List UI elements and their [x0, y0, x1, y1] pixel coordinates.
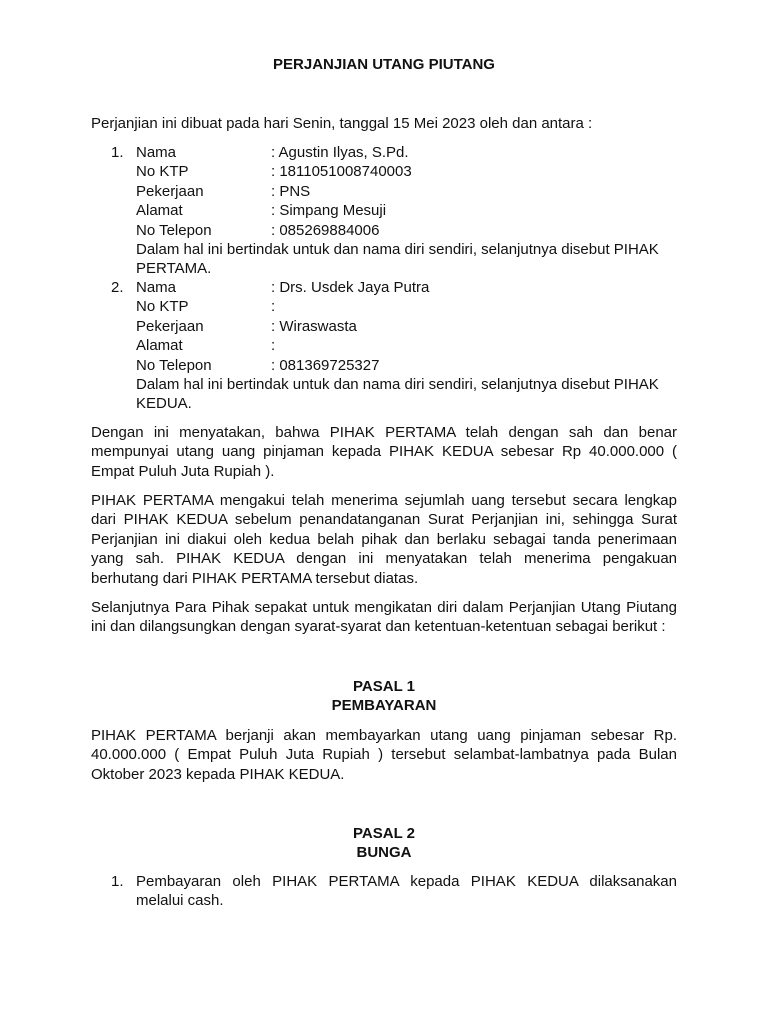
field-label: Pekerjaan [136, 182, 204, 200]
field-row-nama [136, 143, 677, 162]
field-label: Nama [136, 144, 177, 161]
field-value: : Agustin Ilyas, S.Pd. [271, 144, 409, 161]
field-row-ktp [136, 162, 677, 181]
field-label: No Telepon [136, 356, 212, 374]
pasal-1-name: PEMBAYARAN [331, 697, 437, 714]
pasal-2-number: PASAL 2 [353, 825, 415, 842]
item-text: Pembayaran oleh PIHAK PERTAMA kepada PIHAK KEDUA dilaksanakan melalui cash. [136, 873, 677, 910]
party-statement: Dalam hal ini bertindak untuk dan nama diri sendiri, selanjutnya disebut PIHAK PERTAMA. [136, 240, 659, 278]
field-value: : [271, 337, 276, 355]
field-row-telepon [136, 221, 677, 240]
field-row-alamat [136, 201, 677, 220]
field-row-pekerjaan [136, 317, 677, 336]
field-row-pekerjaan [136, 182, 677, 201]
field-label: Alamat [136, 202, 183, 220]
field-value: : Drs. Usdek Jaya Putra [271, 279, 430, 296]
field-label: No KTP [136, 298, 189, 316]
field-label: Alamat [136, 337, 183, 355]
field-label: No Telepon [136, 221, 212, 239]
pasal-2-name: BUNGA [356, 844, 412, 861]
party-number: 2. [111, 279, 124, 296]
declaration-paragraph: Dengan ini menyatakan, bahwa PIHAK PERTAMA telah dengan sah dan benar mempunyai utang uang pinjaman kepada PIHAK KEDUA sebesar Rp 40.000.000 ( Empat Puluh Juta Rupiah ). [91, 424, 677, 480]
field-value: : Wiraswasta [271, 317, 357, 335]
field-row-nama [136, 278, 677, 297]
field-value: : Simpang Mesuji [271, 202, 387, 220]
intro-paragraph: Perjanjian ini dibuat pada hari Senin, tanggal 15 Mei 2023 oleh dan antara : [91, 115, 593, 132]
field-value: : 1811051008740003 [271, 163, 412, 181]
party-number: 1. [111, 144, 124, 161]
field-row-telepon [136, 356, 677, 375]
field-value: : PNS [271, 182, 311, 200]
field-label: Nama [136, 279, 177, 296]
acknowledgement-paragraph: PIHAK PERTAMA mengakui telah menerima sejumlah uang tersebut secara lengkap dari PIHAK KEDUA sebelum penandatanganan Surat Perjanjian ini, sehingga Surat Perjanjian ini diakui oleh kedua belah pihak dan berlaku sebagai tanda penerimaan yang sah. PIHAK KEDUA dengan ini menyatakan telah menerima pengakuan berhutang dari PIHAK PERTAMA tersebut diatas. [91, 492, 677, 587]
item-number: 1. [111, 873, 124, 890]
field-label: Pekerjaan [136, 317, 204, 335]
field-value: : [271, 298, 276, 316]
field-label: No KTP [136, 163, 189, 181]
field-row-ktp [136, 297, 677, 316]
agreement-terms-paragraph: Selanjutnya Para Pihak sepakat untuk mengikatan diri dalam Perjanjian Utang Piutang ini dan dilangsungkan dengan syarat-syarat dan ketentuan-ketentuan sebagai berikut : [91, 599, 677, 636]
document-title: PERJANJIAN UTANG PIUTANG [273, 56, 495, 73]
field-value: : 081369725327 [271, 356, 380, 374]
field-value: : 085269884006 [271, 221, 380, 239]
party-statement: Dalam hal ini bertindak untuk dan nama diri sendiri, selanjutnya disebut PIHAK KEDUA. [136, 375, 659, 413]
field-row-alamat [136, 336, 677, 355]
pasal-1-number: PASAL 1 [353, 678, 415, 695]
pasal-1-text: PIHAK PERTAMA berjanji akan membayarkan utang uang pinjaman sebesar Rp. 40.000.000 ( Empat Puluh Juta Rupiah ) tersebut selambat-lambatnya pada Bulan Oktober 2023 kepada PIHAK KEDUA. [91, 727, 677, 783]
